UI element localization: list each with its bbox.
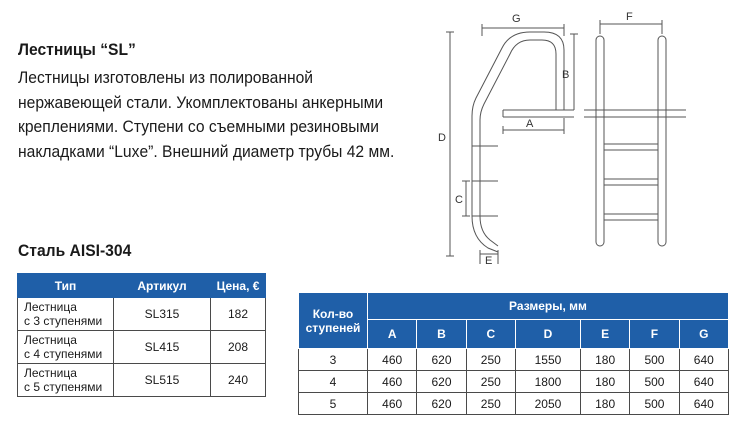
dim-cell: 460: [368, 349, 417, 371]
dim-label-g: G: [512, 13, 521, 25]
dim-cell: 250: [466, 393, 515, 415]
front-rail-left: [596, 36, 604, 246]
ladder-diagram: [438, 6, 728, 266]
dim-label-f: F: [626, 11, 633, 23]
dim-cell: 640: [679, 371, 728, 393]
table-row: [18, 331, 266, 364]
dim-label-d: D: [438, 132, 446, 144]
dim-cell: 460: [368, 393, 417, 415]
table-row: [18, 298, 266, 331]
article-cell: SL415: [114, 331, 211, 364]
steps-cell: 4: [299, 371, 368, 393]
dim-label-c: C: [455, 194, 463, 206]
price-cell: 182: [211, 298, 266, 331]
dim-cell: 180: [580, 393, 629, 415]
dim-cell: 500: [630, 393, 679, 415]
column-header-dimensions: Размеры, мм: [368, 293, 729, 320]
front-step: [604, 179, 658, 185]
dim-cell: 500: [630, 349, 679, 371]
dim-cell: 620: [417, 349, 466, 371]
dim-cell: 180: [580, 349, 629, 371]
dim-label-b: B: [562, 69, 570, 81]
description-line: накладками “Luxe”. Внешний диаметр трубы 42 мм.: [18, 141, 395, 161]
column-header-d: D: [515, 320, 580, 349]
ladder-type: Лестница с 5 ступенями: [18, 364, 114, 397]
column-header-c: C: [466, 320, 515, 349]
table-row: [18, 364, 266, 397]
steps-cell: 5: [299, 393, 368, 415]
column-header-article: Артикул: [114, 274, 211, 298]
ladder-type: Лестница с 3 ступенями: [18, 298, 114, 331]
description-line: креплениями. Ступени со съемными резиновыми: [18, 117, 380, 136]
dim-cell: 460: [368, 371, 417, 393]
dim-cell: 640: [679, 393, 728, 415]
price-table-header: [18, 274, 266, 298]
dim-cell: 1550: [515, 349, 580, 371]
steps-cell: 3: [299, 349, 368, 371]
column-header-g: G: [679, 320, 728, 349]
side-rail-outer: [480, 40, 556, 246]
size-table: [298, 292, 729, 415]
ladder-type: Лестница с 4 ступенями: [18, 331, 114, 364]
dim-cell: 250: [466, 349, 515, 371]
front-step: [604, 144, 658, 150]
column-header-type: Тип: [18, 274, 114, 298]
table-row: [299, 393, 729, 415]
dim-cell: 2050: [515, 393, 580, 415]
side-rail-inner: [472, 32, 564, 252]
dim-label-a: A: [526, 118, 534, 130]
price-cell: 208: [211, 331, 266, 364]
dim-label-e: E: [485, 255, 493, 266]
front-rail-right: [658, 36, 666, 246]
column-header-f: F: [630, 320, 679, 349]
column-header-steps: Кол-во ступеней: [299, 293, 368, 349]
column-header-a: A: [368, 320, 417, 349]
dim-cell: 640: [679, 349, 728, 371]
steel-grade-heading: Сталь AISI-304: [18, 241, 132, 260]
table-row: [299, 349, 729, 371]
description-line: нержавеющей стали. Укомплектованы анкерными: [18, 92, 384, 112]
description-line: Лестницы изготовлены из полированной: [18, 68, 314, 87]
dim-cell: 1800: [515, 371, 580, 393]
article-cell: SL315: [114, 298, 211, 331]
table-row: [299, 371, 729, 393]
product-description: [18, 66, 441, 164]
product-title: Лестницы “SL”: [18, 40, 136, 59]
dim-cell: 620: [417, 371, 466, 393]
dim-cell: 620: [417, 393, 466, 415]
front-step: [604, 214, 658, 220]
dim-cell: 500: [630, 371, 679, 393]
column-header-price: Цена, €: [211, 274, 266, 298]
price-table: [17, 273, 266, 397]
dim-cell: 250: [466, 371, 515, 393]
dim-cell: 180: [580, 371, 629, 393]
column-header-e: E: [580, 320, 629, 349]
column-header-b: B: [417, 320, 466, 349]
article-cell: SL515: [114, 364, 211, 397]
size-table-header: [299, 293, 729, 320]
price-cell: 240: [211, 364, 266, 397]
